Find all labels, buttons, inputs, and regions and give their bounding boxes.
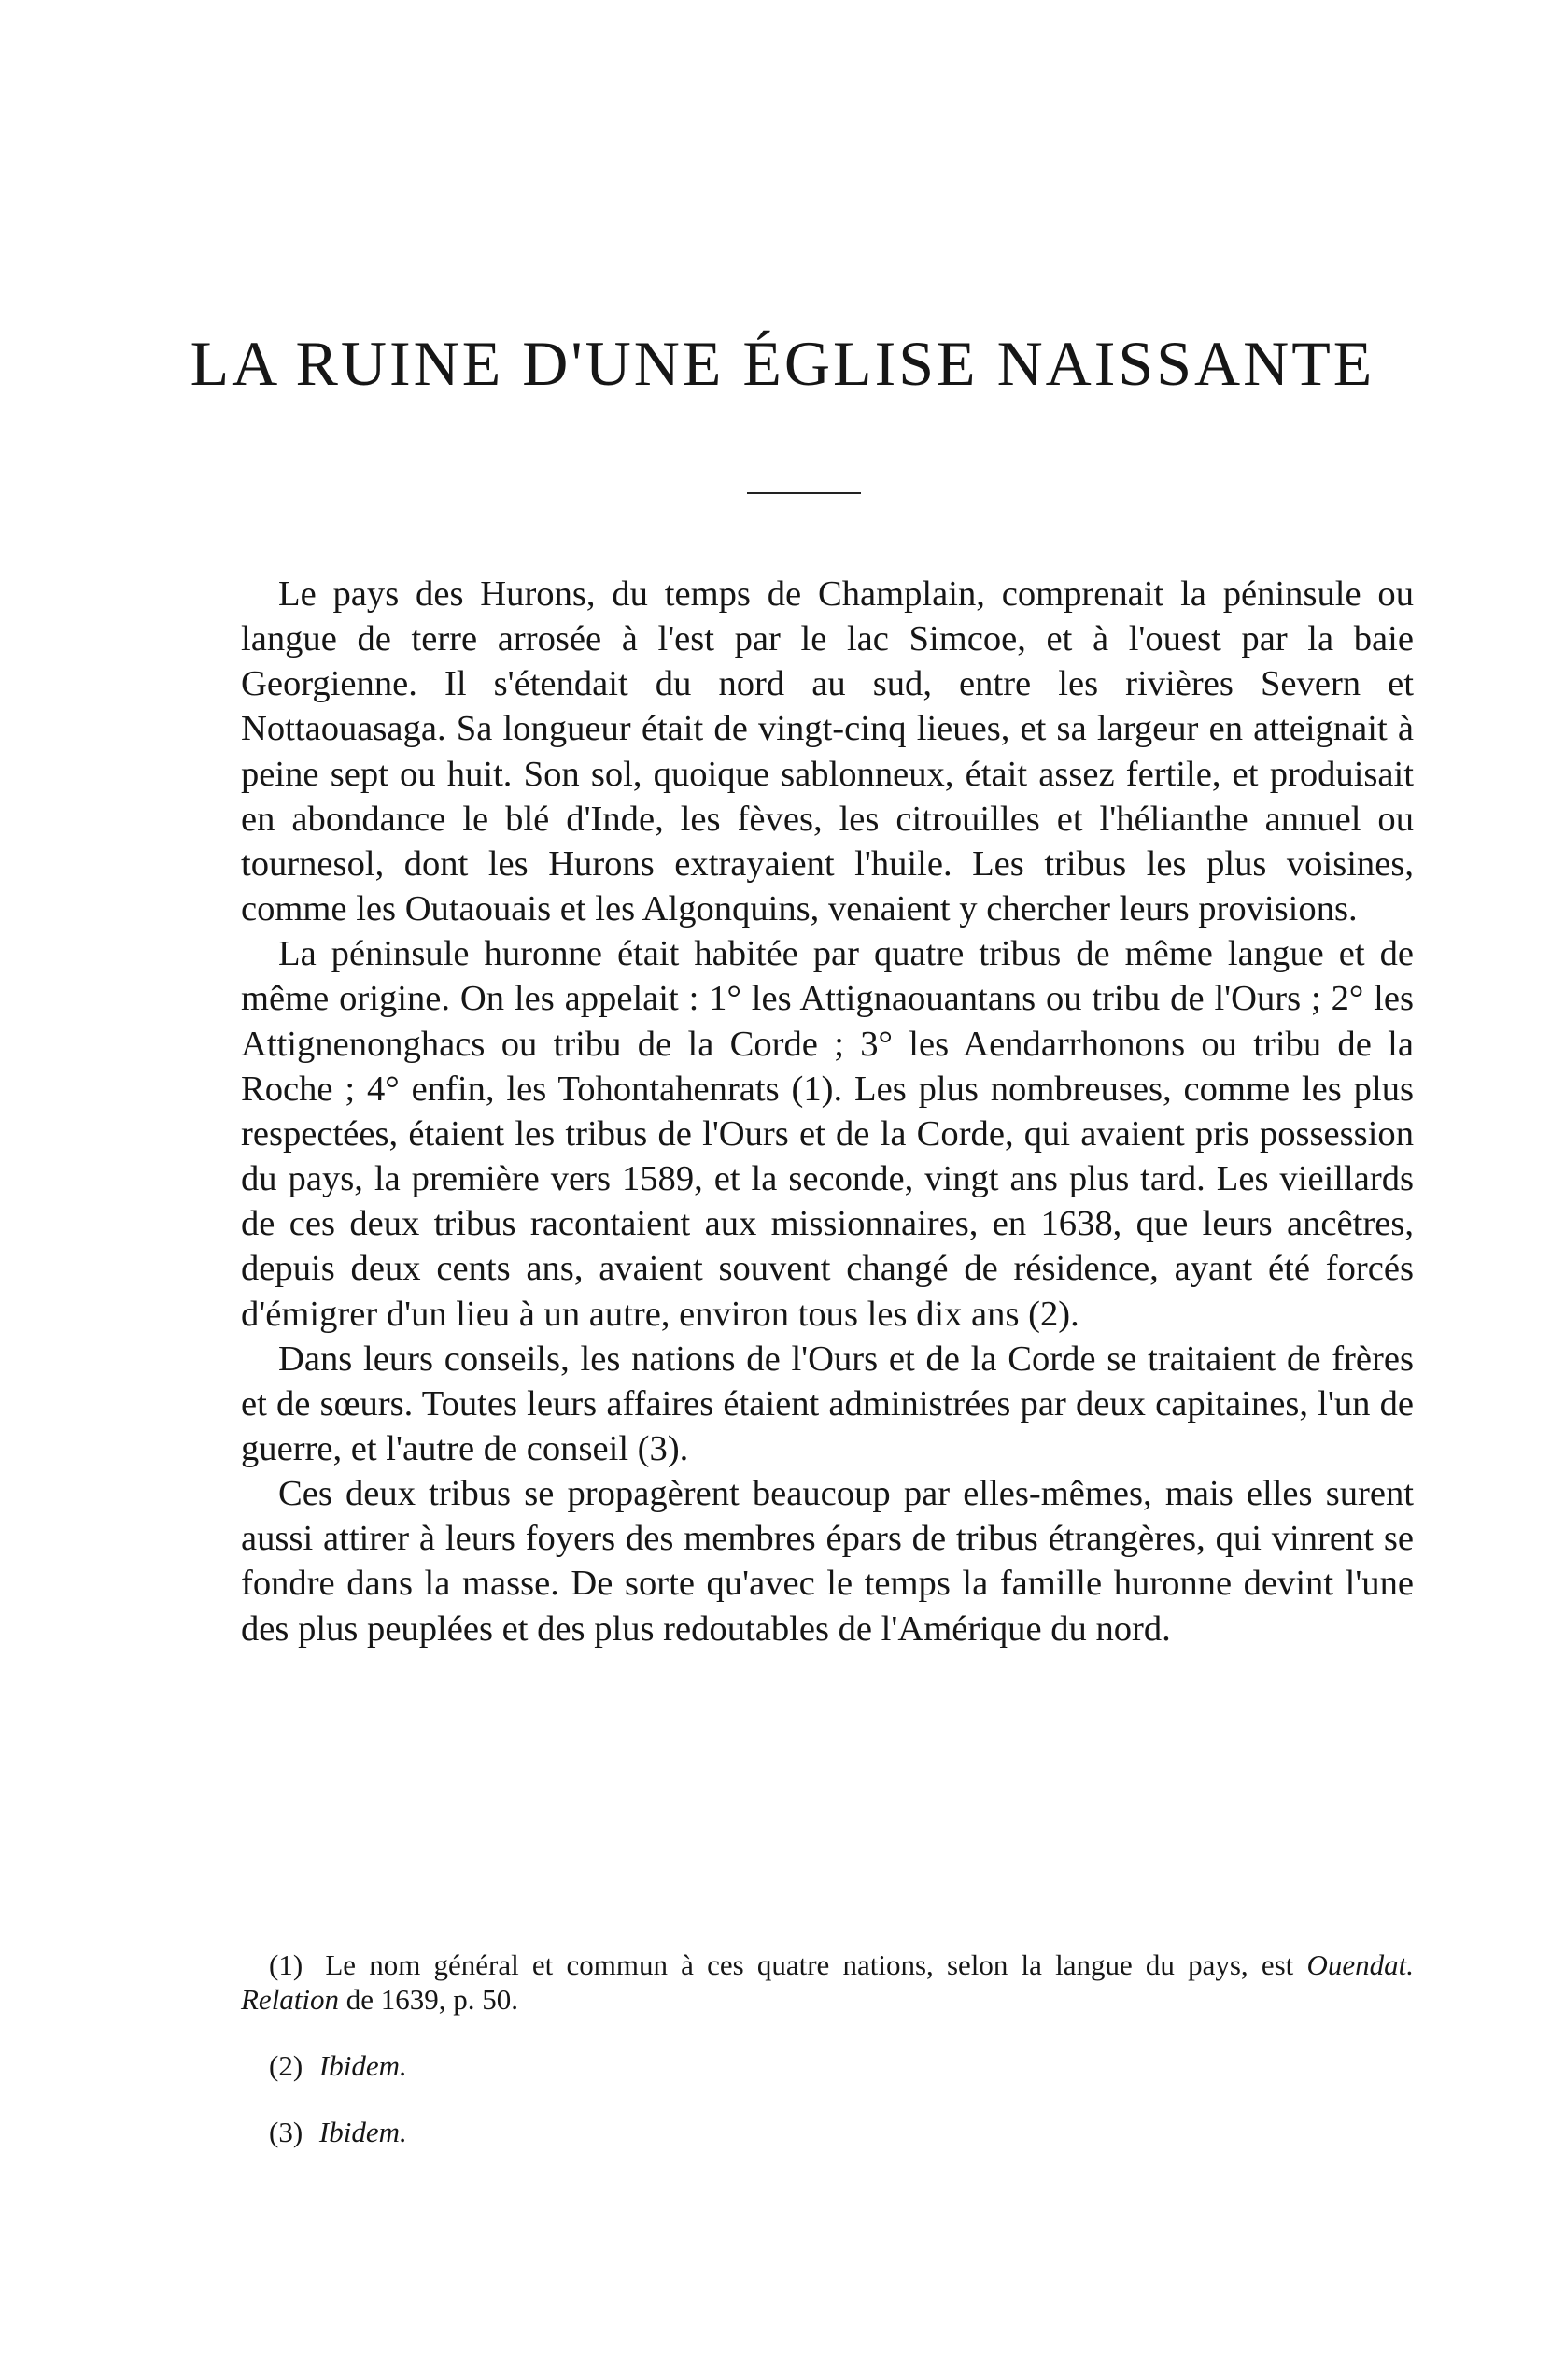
footnote-reference: Ouendat. Relation [241,1948,1414,2016]
footnotes [241,1948,1414,2149]
page-title: LA RUINE D'UNE ÉGLISE NAISSANTE [190,328,1375,399]
paragraph: Le pays des Hurons, du temps de Champlain, comprenait la péninsule ou langue de terre arrosée à l'est par le lac Simcoe, et à l'ouest par la baie Georgienne. Il s'étendait du nord au sud, entre les rivières Severn et Nottaouasaga. Sa longueur était de vingt-cinq lieues, et sa largeur en atteignait à peine sept ou huit. Son sol, quoique sablonneux, était assez fertile, et produisait en abondance le blé d'Inde, les fèves, les citrouilles et l'hélianthe annuel ou tournesol, dont les Hurons extrayaient l'huile. Les tribus les plus voisines, comme les Outaouais et les Algonquins, venaient y chercher leurs provisions. [241,574,1414,929]
footnote-3 [241,2115,1414,2149]
body-text [241,572,1414,1651]
footnote-text: Le nom général et commun à ces quatre nations, selon la langue du pays, est [325,1948,1294,1981]
footnote-number: (3) [269,2116,303,2148]
footnote-number: (1) [269,1948,303,1981]
footnote-reference: Ibidem. [318,2049,407,2082]
paragraph: Dans leurs conseils, les nations de l'Ours et de la Corde se traitaient de frères et de sœurs. Toutes leurs affaires étaient administrées par deux capitaines, l'un de guerre, et l'autre de conseil (3). [241,1339,1414,1468]
footnote-2 [241,2048,1414,2083]
footnote-text: de 1639, p. 50. [345,1983,519,2016]
title-divider [747,492,861,494]
footnote-reference: Ibidem. [318,2116,407,2148]
paragraph: Ces deux tribus se propagèrent beaucoup par elles-mêmes, mais elles surent aussi attirer à leurs foyers des membres épars de tribus étrangères, qui vinrent se fondre dans la masse. De sorte qu'avec le temps la famille huronne devint l'une des plus peuplées et des plus redoutables de l'Amérique du nord. [241,1474,1414,1649]
paragraph: La péninsule huronne était habitée par quatre tribus de même langue et de même origine. On les appelait : 1° les Attignaouantans ou tribu de l'Ours ; 2° les Attignenonghacs ou tribu de la Corde ; 3° les Aendarrhonons ou tribu de la Roche ; 4° enfin, les Tohontahenrats (1). Les plus nombreuses, comme les plus respectées, étaient les tribus de l'Ours et de la Corde, qui avaient pris possession du pays, la première vers 1589, et la seconde, vingt ans plus tard. Les vieillards de ces deux tribus racontaient aux missionnaires, en 1638, que leurs ancêtres, depuis deux cents ans, avaient souvent changé de résidence, ayant été forcés d'émigrer d'un lieu à un autre, environ tous les dix ans (2). [241,934,1414,1334]
footnote-1 [241,1948,1414,2017]
footnote-number: (2) [269,2049,303,2082]
